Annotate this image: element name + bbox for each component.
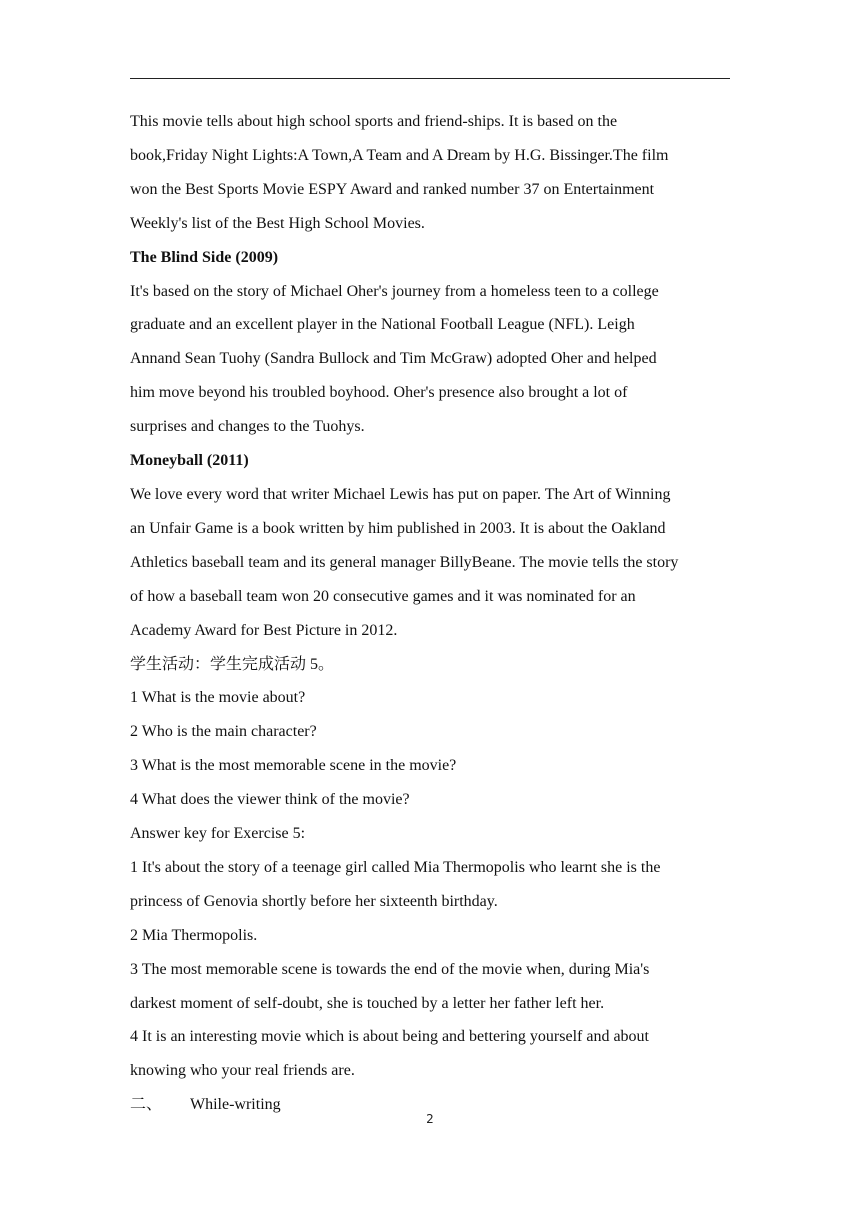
section-title: While-writing <box>190 1096 281 1114</box>
answer-key-heading: Answer key for Exercise 5: <box>130 825 306 843</box>
document-body <box>130 105 730 1122</box>
answer-line: darkest moment of self-doubt, she is touched by a letter her father left her. <box>130 994 605 1012</box>
question: 4 What does the viewer think of the movie? <box>130 791 410 809</box>
paragraph-line: surprises and changes to the Tuohys. <box>130 418 365 436</box>
paragraph-line: graduate and an excellent player in the National Football League (NFL). Leigh <box>130 316 635 334</box>
question: 3 What is the most memorable scene in the movie? <box>130 757 457 775</box>
answer-line: 2 Mia Thermopolis. <box>130 926 258 944</box>
intro-line: book,Friday Night Lights:A Town,A Team and A Dream by H.G. Bissinger.The film <box>130 146 669 164</box>
answer-line: princess of Genovia shortly before her sixteenth birthday. <box>130 892 498 910</box>
paragraph-line: It's based on the story of Michael Oher's journey from a homeless teen to a college <box>130 282 659 300</box>
movie-title-moneyball: Moneyball (2011) <box>130 452 249 470</box>
paragraph-line: Athletics baseball team and its general manager BillyBeane. The movie tells the story <box>130 553 679 571</box>
question: 1 What is the movie about? <box>130 689 306 707</box>
paragraph-line: him move beyond his troubled boyhood. Oher's presence also brought a lot of <box>130 384 628 402</box>
activity-instruction: 学生活动：学生完成活动 5。 <box>130 655 335 673</box>
paragraph-line: an Unfair Game is a book written by him published in 2003. It is about the Oakland <box>130 519 666 537</box>
section-number: 二、 <box>130 1096 163 1114</box>
paragraph-line: Academy Award for Best Picture in 2012. <box>130 621 398 639</box>
intro-line: won the Best Sports Movie ESPY Award and ranked number 37 on Entertainment <box>130 180 655 198</box>
answer-line: 4 It is an interesting movie which is about being and bettering yourself and about <box>130 1028 649 1046</box>
paragraph-line: Annand Sean Tuohy (Sandra Bullock and Tim McGraw) adopted Oher and helped <box>130 350 657 368</box>
paragraph-line: We love every word that writer Michael Lewis has put on paper. The Art of Winning <box>130 485 671 503</box>
paragraph-line: of how a baseball team won 20 consecutive games and it was nominated for an <box>130 587 636 605</box>
answer-line: 3 The most memorable scene is towards the end of the movie when, during Mia's <box>130 960 650 978</box>
question: 2 Who is the main character? <box>130 723 317 741</box>
page-number: 2 <box>426 1112 434 1126</box>
header-rule <box>130 78 730 79</box>
movie-title-blind-side: The Blind Side (2009) <box>130 248 279 266</box>
answer-line: 1 It's about the story of a teenage girl called Mia Thermopolis who learnt she is the <box>130 858 661 876</box>
intro-line: Weekly's list of the Best High School Movies. <box>130 214 425 232</box>
intro-line: This movie tells about high school sports and friend-ships. It is based on the <box>130 113 618 130</box>
answer-line: knowing who your real friends are. <box>130 1062 355 1080</box>
